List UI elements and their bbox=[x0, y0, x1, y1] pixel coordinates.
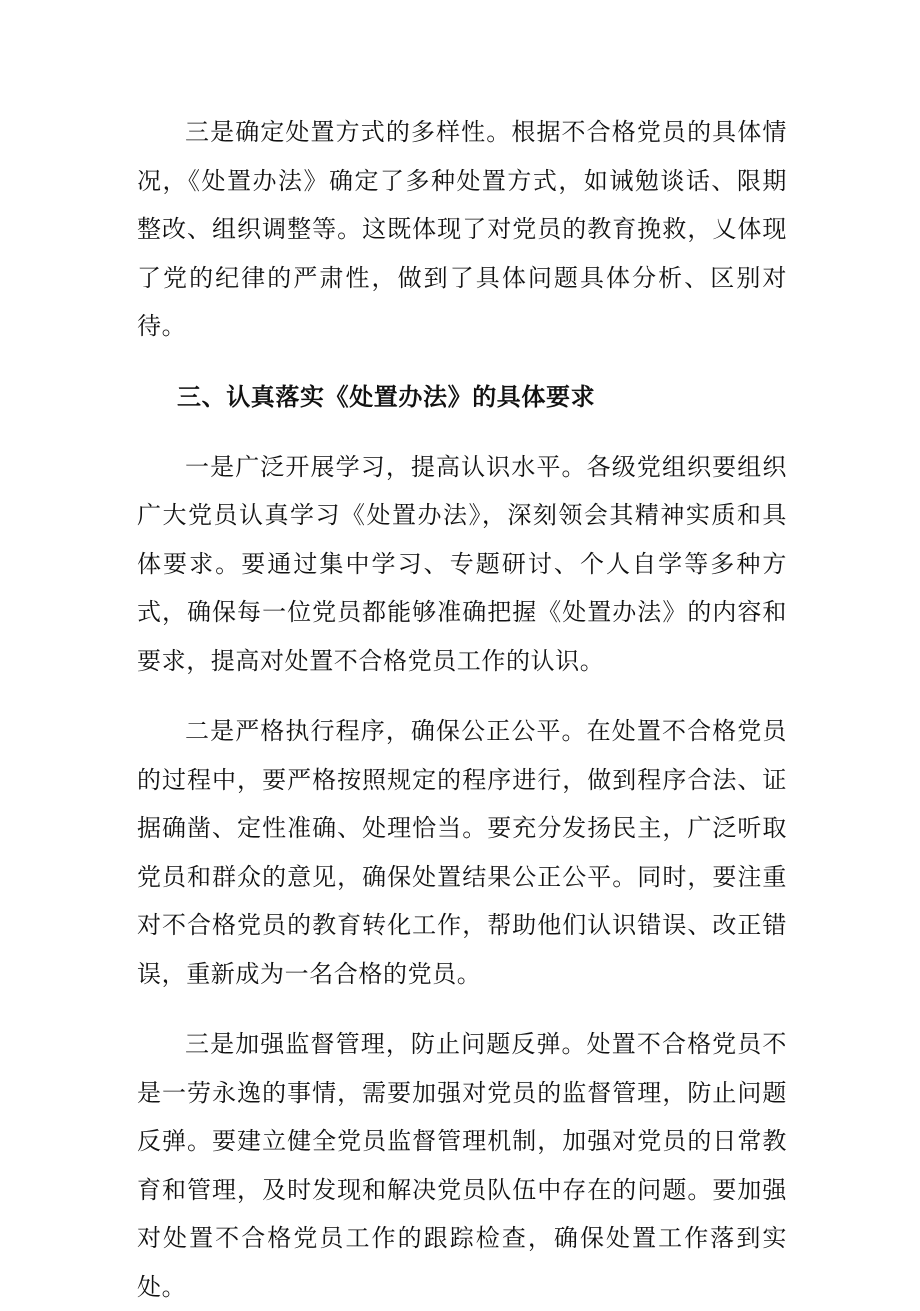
paragraph-gap bbox=[137, 351, 787, 373]
paragraph-study: 一是广泛开展学习，提高认识水平。各级党组织要组织广大党员认真学习《处置办法》，深刻领会其精神实质和具体要求。要通过集中学习、专题研讨、个人自学等多种方式，确保每一位党员都能够准确把握《处置办法》的内容和要求，提高对处置不合格党员工作的认识。 bbox=[137, 452, 787, 675]
paragraph-supervision: 三是加强监督管理，防止问题反弹。处置不合格党员不是一劳永逸的事情，需要加强对党员的监督管理，防止问题反弹。要建立健全党员监督管理机制，加强对党员的日常教育和管理，及时发现和解决党员队伍中存在的问题。要加强对处置不合格党员工作的跟踪检查，确保处置工作落到实处。 bbox=[137, 1030, 787, 1301]
paragraph-gap bbox=[137, 998, 787, 1020]
paragraph-procedure: 二是严格执行程序，确保公正公平。在处置不合格党员的过程中，要严格按照规定的程序进行，做到程序合法、证据确凿、定性准确、处理恰当。要充分发扬民主，广泛听取党员和群众的意见，确保处置结果公正公平。同时，要注重对不合格党员的教育转化工作，帮助他们认识错误、改正错误，重新成为一名合格的党员。 bbox=[137, 717, 787, 988]
document-body bbox=[137, 108, 787, 1311]
section-heading: 三、认真落实《处置办法》的具体要求 bbox=[177, 381, 596, 411]
paragraph-disposal-diversity: 三是确定处置方式的多样性。根据不合格党员的具体情况，《处置办法》确定了多种处置方式，如诫勉谈话、限期整改、组织调整等。这既体现了对党员的教育挽救，乂体现了党的纪律的严肃性，做到了具体问题具体分析、区别对待。 bbox=[137, 118, 787, 340]
paragraph-gap bbox=[137, 685, 787, 707]
paragraph-gap bbox=[137, 421, 787, 443]
